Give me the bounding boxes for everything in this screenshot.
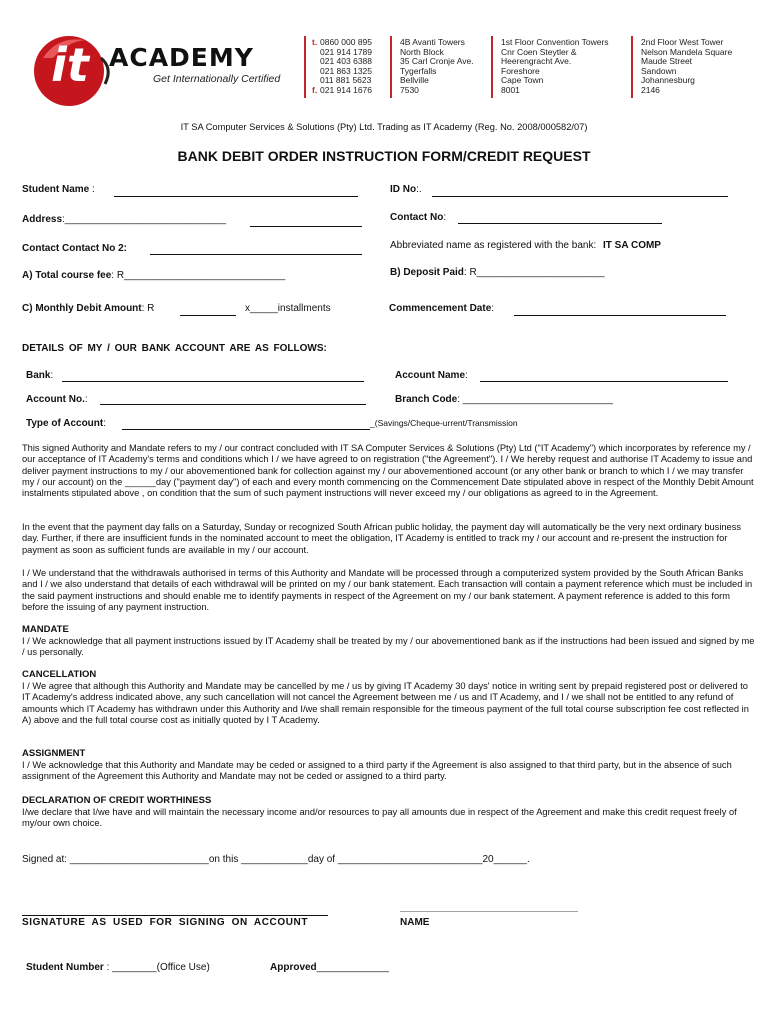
- mandate-heading: MANDATE: [22, 624, 69, 635]
- address-line: Foreshore: [501, 65, 540, 76]
- address-input[interactable]: [250, 226, 362, 227]
- student-number: Student Number : ________(Office Use): [26, 962, 210, 973]
- address-line: Johannesburg: [641, 75, 695, 85]
- type-of-account-label: Type of Account:: [26, 418, 107, 429]
- commencement-date-input[interactable]: [514, 315, 726, 316]
- address-line: 8001: [501, 84, 520, 95]
- installments[interactable]: x_____installments: [245, 303, 331, 314]
- account-no-input[interactable]: [100, 404, 366, 405]
- account-name-label: Account Name:: [395, 370, 468, 381]
- abbreviated-name-value: IT SA COMP: [603, 240, 661, 251]
- phone-number: 021 863 1325: [320, 65, 372, 76]
- student-name-input[interactable]: [114, 196, 358, 197]
- authority-paragraph: This signed Authority and Mandate refers to my / our contract concluded with IT SA Computer Services & Solutions (Pty) Ltd ("IT Academy") which incorporates by reference my / our acceptance of IT Academy's terms and conditions which I / we have agreed to on registration ("the Agreement"). I / We hereby request and authorise IT Academy to issue and deliver payment instructions to my / our abovementioned bank for collection against my / our abovementioned account (or any other bank or branch to which I / we may transfer my / our account) on the ______day ("payment day") of each and every month commencing on the Commencement Date stipulated above in respect of the Monthly Debit Amount instalments stipulated above , on condition that the sum of such payment instructions will never exceed my / our obligations as agreed to in the Agreement.: [22, 443, 754, 499]
- address-line: 2nd Floor West Tower: [641, 37, 724, 47]
- address-line: Nelson Mandela Square: [641, 46, 733, 57]
- phone-number: 021 403 6388: [320, 56, 372, 66]
- cancellation-heading: CANCELLATION: [22, 669, 97, 680]
- contact-no-input[interactable]: [458, 223, 662, 224]
- phone-number: 021 914 1789: [320, 46, 372, 57]
- name-label: NAME: [400, 917, 430, 928]
- address-block-cape-town: [501, 38, 609, 95]
- phone-number: 011 881 5623: [320, 75, 372, 85]
- address-line: Heerengracht Ave.: [501, 56, 572, 66]
- abbreviated-name-label: Abbreviated name as registered with the bank:: [390, 240, 597, 251]
- it-academy-logo: [27, 28, 297, 113]
- name-input[interactable]: ________________________________: [400, 902, 578, 913]
- address-line: Cape Town: [501, 75, 544, 85]
- credit-worthiness-heading: DECLARATION OF CREDIT WORTHINESS: [22, 795, 212, 806]
- signed-at-line[interactable]: Signed at: _________________________on this ____________day of __________________________20______.: [22, 854, 530, 865]
- address-line: Maude Street: [641, 56, 693, 66]
- address-line: Cnr Coen Steytler &: [501, 46, 577, 57]
- phone-number: 0860 000 895: [320, 37, 372, 47]
- address-line: 2146: [641, 84, 660, 95]
- phone-label: t.: [312, 37, 318, 47]
- contact-no-label: Contact No:: [390, 212, 447, 223]
- logo-tagline: Get Internationally Certified: [153, 73, 281, 85]
- logo-word: ACADEMY: [109, 43, 254, 72]
- commencement-date-label: Commencement Date:: [389, 303, 495, 314]
- assignment-heading: ASSIGNMENT: [22, 748, 86, 759]
- signature-input[interactable]: [22, 915, 328, 916]
- logo-letters: it: [51, 38, 89, 92]
- account-no-label: Account No.:: [26, 394, 88, 405]
- phone-block: [312, 38, 372, 95]
- total-course-fee[interactable]: A) Total course fee: R_____________________________: [22, 270, 286, 281]
- contact-no-2-label: Contact Contact No 2:: [22, 243, 128, 254]
- address-line: Bellville: [400, 75, 429, 85]
- payment-day-paragraph: In the event that the payment day falls on a Saturday, Sunday or recognized South African public holiday, the payment day will automatically be the very next ordinary business day. Further, if there are insufficient funds in the nominated account to meet the obligation, IT Academy is entitled to track my / our account and re-present the instruction for payment as soon as sufficient funds are available in my / our account.: [22, 522, 742, 555]
- type-of-account-input[interactable]: [122, 429, 370, 430]
- address-line: 4B Avanti Towers: [400, 37, 465, 47]
- id-no-input[interactable]: [432, 196, 728, 197]
- student-name-label: Student Name :: [22, 184, 95, 195]
- monthly-debit-amount: C) Monthly Debit Amount: R: [22, 303, 155, 314]
- form-title: BANK DEBIT ORDER INSTRUCTION FORM/CREDIT REQUEST: [177, 148, 591, 164]
- address-line: 35 Carl Cronje Ave.: [400, 56, 474, 66]
- address-line: Tygerfalls: [400, 65, 437, 76]
- address-line: North Block: [400, 46, 444, 57]
- deposit-paid[interactable]: B) Deposit Paid: R_______________________: [390, 267, 605, 278]
- address-line: 7530: [400, 84, 419, 95]
- company-line: IT SA Computer Services & Solutions (Pty) Ltd. Trading as IT Academy (Reg. No. 2008/000582/07): [180, 122, 588, 132]
- address-label: Address:_____________________________: [22, 214, 227, 225]
- approved[interactable]: Approved_____________: [270, 962, 389, 973]
- header-divider: [304, 36, 306, 98]
- address-block-bellville: [400, 38, 474, 95]
- address-block-johannesburg: [641, 38, 732, 95]
- credit-worthiness-text: I/we declare that I/we have and will maintain the necessary income and/or resources to pay all amounts due in respect of the Agreement and make this credit request freely of my/our own choice.: [22, 807, 737, 829]
- monthly-debit-input[interactable]: [180, 315, 236, 316]
- signature-label: SIGNATURE AS USED FOR SIGNING ON ACCOUNT: [22, 917, 309, 928]
- address-line: Sandown: [641, 65, 677, 76]
- fax-label: f.: [312, 84, 318, 95]
- bank-input[interactable]: [62, 381, 364, 382]
- branch-code[interactable]: Branch Code: ___________________________: [395, 394, 613, 405]
- assignment-text: I / We acknowledge that this Authority and Mandate may be ceded or assigned to a third party if the Agreement is also assigned to that third party, but in the absence of such assignment of the Agreement this Authority and Mandate may not be ceded or assigned to a third party.: [22, 760, 732, 782]
- header-divider: [491, 36, 493, 98]
- header-divider: [390, 36, 392, 98]
- abbreviated-name: [390, 240, 661, 251]
- account-name-input[interactable]: [480, 381, 728, 382]
- cancellation-text: I / We agree that although this Authority and Mandate may be cancelled by me / us by giving IT Academy 30 days' notice in writing sent by prepaid registered post or delivered to IT Academy's address indicated above, any such cancellation will not cancel the Agreement between me / us and IT Academy, and I / we shall not be entitled to any refund of amounts which IT Academy has withdrawn under this Authority and I/we shall remain responsible for the timeous payment of the full total course subscription fee cost reflected in A) above and the full total course cost as initially quoted by I T Academy.: [22, 681, 749, 725]
- bank-label: Bank:: [26, 370, 54, 381]
- mandate-text: I / We acknowledge that all payment instructions issued by IT Academy shall be treated by my / our abovementioned bank as if the instructions had been issued and signed by me / us personally.: [22, 636, 755, 658]
- contact-no-2-input[interactable]: [150, 254, 362, 255]
- header-divider: [631, 36, 633, 98]
- type-of-account-options: _(Savings/Cheque-urrent/Transmission: [370, 418, 518, 428]
- id-no-label: ID No:.: [390, 184, 422, 195]
- fax-number: 021 914 1676: [320, 84, 372, 95]
- withdrawals-paragraph: I / We understand that the withdrawals authorised in terms of this Authority and Mandate will be processed through a computerized system provided by the South African Banks and I / we also understand that details of each withdrawal will be printed on my / our bank statement. Each transaction will contain a payment reference which must be included in the said payment instructions and should enable me to identify payments in respect of the Agreement on my / our bank statement. A payment reference is added to this form before the issuing of any payment instruction.: [22, 568, 753, 612]
- address-line: 1st Floor Convention Towers: [501, 37, 609, 47]
- bank-details-heading: DETAILS OF MY / OUR BANK ACCOUNT ARE AS FOLLOWS:: [22, 343, 327, 354]
